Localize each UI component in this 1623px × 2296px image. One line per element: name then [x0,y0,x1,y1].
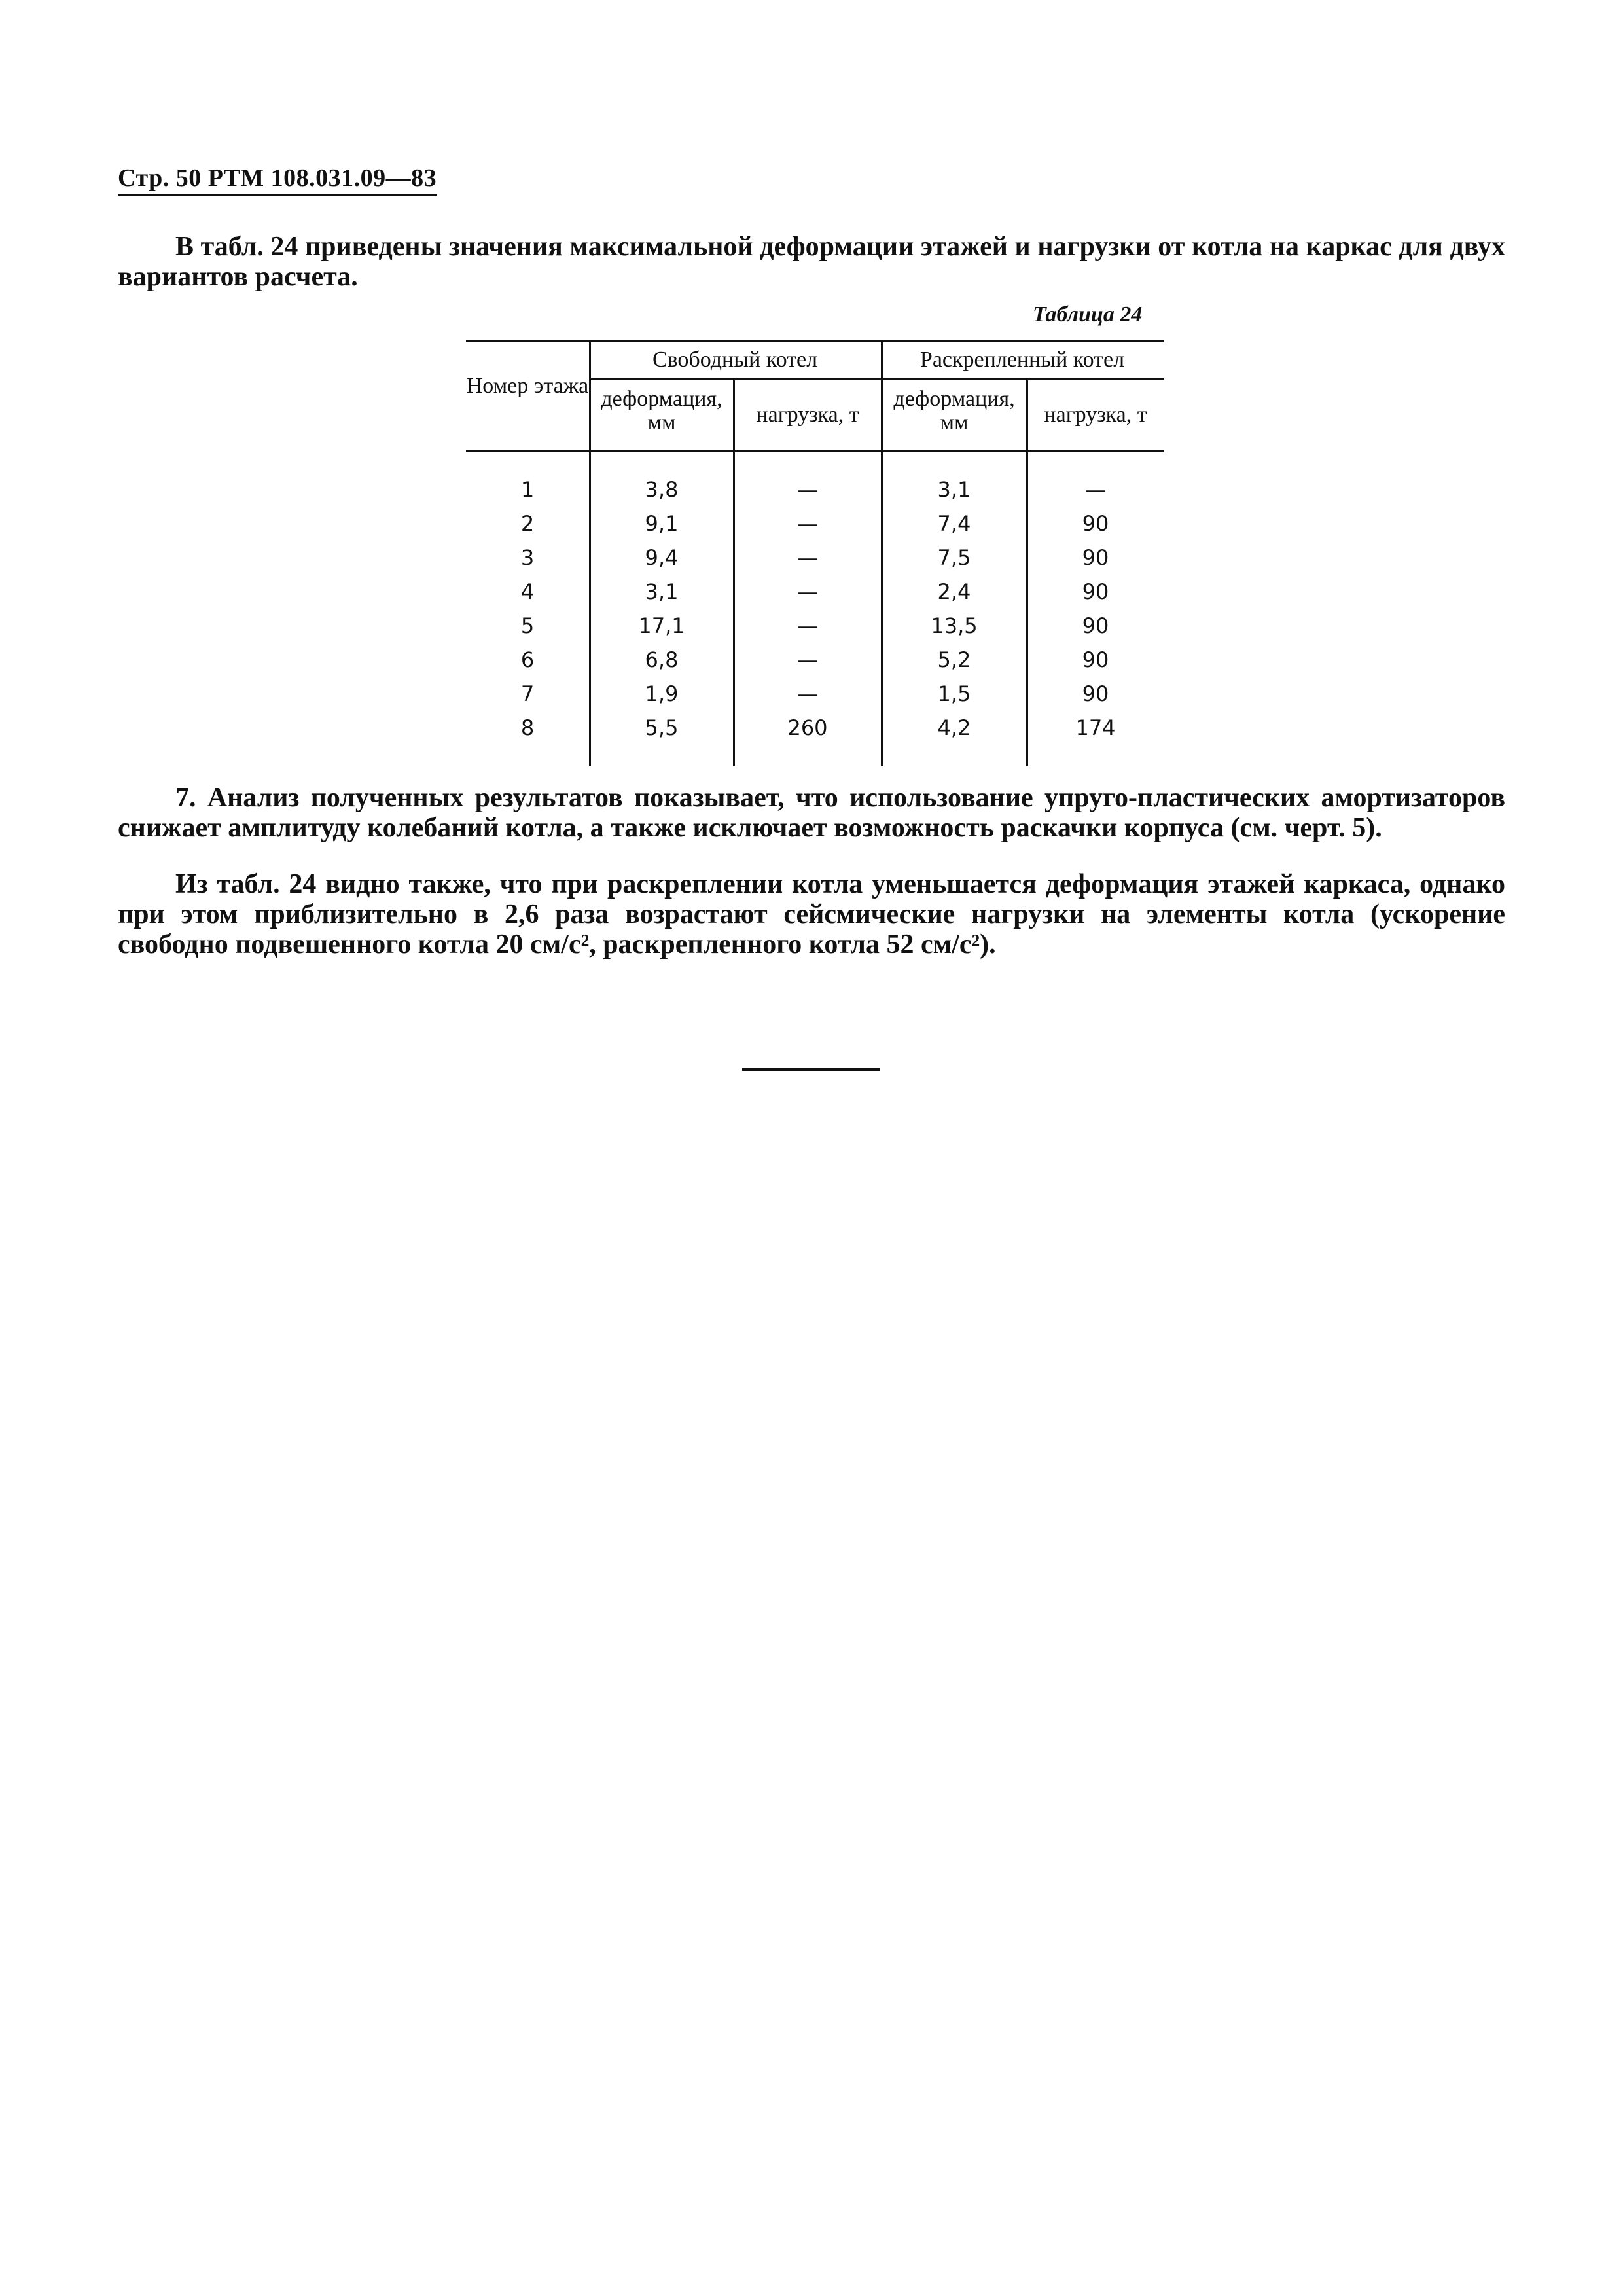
row2-braced-deformation: 7,4 [937,511,971,536]
intro-paragraph: В табл. 24 приведены значения максимальной деформации этажей и нагрузки от котла на каркас для двух вариантов расчета. [118,232,1505,292]
row4-braced-load: 90 [1082,579,1109,604]
row5-free-load: — [797,613,818,638]
row6-free-deformation: 6,8 [645,647,679,672]
row8-floor: 8 [520,715,535,740]
row5-floor: 5 [520,613,535,638]
row5-free-deformation: 17,1 [638,613,685,638]
paragraph-7: 7. Анализ полученных результатов показывает, что использование упруго-пластических амортизаторов снижает амплитуду колебаний котла, а также исключает возможность раскачки корпуса (см. черт. 5). [118,783,1505,843]
row5-braced-deformation: 13,5 [931,613,978,638]
header-free-deformation: деформация, мм [601,387,722,435]
row1-floor: 1 [520,477,535,502]
row2-floor: 2 [520,511,535,536]
table-caption: Таблица 24 [1033,302,1143,327]
row7-braced-deformation: 1,5 [937,681,971,706]
table-top-rule [466,340,1164,342]
table-group-rule [589,378,1164,380]
row1-braced-deformation: 3,1 [937,477,971,502]
row4-free-load: — [797,579,818,604]
table-vline-4 [1026,378,1028,766]
row1-free-load: — [797,477,818,502]
header-free-load: нагрузка, т [756,403,859,427]
row7-free-load: — [797,681,818,706]
row7-braced-load: 90 [1082,681,1109,706]
header-braced-boiler: Раскрепленный котел [919,348,1125,372]
row5-braced-load: 90 [1082,613,1109,638]
row8-braced-deformation: 4,2 [937,715,971,740]
row2-braced-load: 90 [1082,511,1109,536]
row7-free-deformation: 1,9 [645,681,679,706]
row4-braced-deformation: 2,4 [937,579,971,604]
row3-floor: 3 [520,545,535,570]
row1-braced-load: — [1085,477,1106,502]
row2-free-deformation: 9,1 [645,511,679,536]
row6-free-load: — [797,647,818,672]
row3-braced-load: 90 [1082,545,1109,570]
row7-floor: 7 [520,681,535,706]
header-braced-deformation: деформация, мм [893,387,1015,435]
row8-free-load: 260 [787,715,828,740]
row8-free-deformation: 5,5 [645,715,679,740]
row8-braced-load: 174 [1075,715,1116,740]
row1-free-deformation: 3,8 [645,477,679,502]
header-free-boiler: Свободный котел [652,348,818,372]
header-underline [118,194,437,196]
row6-floor: 6 [520,647,535,672]
row6-braced-load: 90 [1082,647,1109,672]
row4-floor: 4 [520,579,535,604]
row2-free-load: — [797,511,818,536]
row4-free-deformation: 3,1 [645,579,679,604]
end-rule [742,1068,880,1071]
page-header: Стр. 50 РТМ 108.031.09—83 [118,164,437,192]
paragraph-8: Из табл. 24 видно также, что при раскреплении котла уменьшается деформация этажей каркаса, однако при этом приблизительно в 2,6 раза возрастают сейсмические нагрузки на элементы котла (ускорение свободно подвешенного котла 20 см/с², раскрепленного котла 52 см/с²). [118,869,1505,960]
row6-braced-deformation: 5,2 [937,647,971,672]
row3-free-load: — [797,545,818,570]
row3-braced-deformation: 7,5 [937,545,971,570]
header-braced-load: нагрузка, т [1044,403,1147,427]
header-floor-number: Номер этажа [466,374,589,398]
table-header-bottom-rule [466,450,1164,452]
table-vline-2 [733,378,735,766]
row3-free-deformation: 9,4 [645,545,679,570]
